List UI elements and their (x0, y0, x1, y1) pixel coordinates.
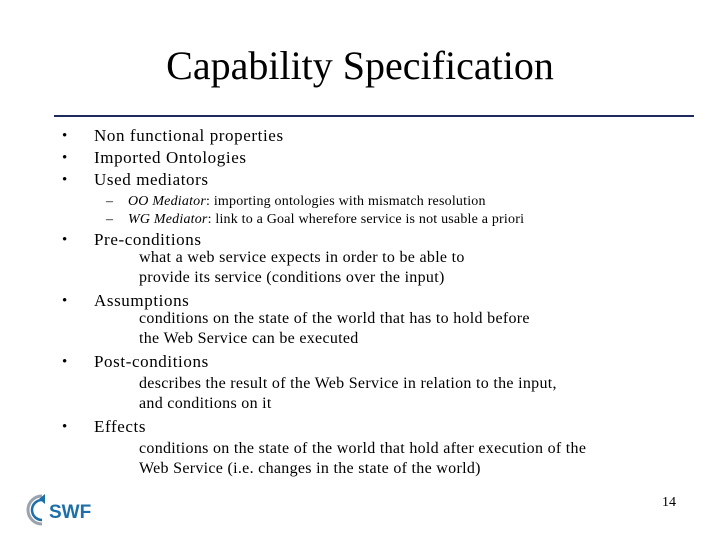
bullet-marker: • (62, 150, 68, 166)
desc-line: provide its service (conditions over the input) (139, 269, 445, 286)
desc-line: Web Service (i.e. changes in the state of the world) (139, 460, 481, 477)
sub-bullet-dash: – (106, 194, 113, 209)
pre-conditions-description (139, 248, 465, 288)
bullet-used-mediators: Used mediators (94, 170, 209, 189)
desc-line: describes the result of the Web Service in relation to the input, (139, 375, 557, 392)
sub-item-wg-mediator (128, 212, 524, 228)
desc-line: and conditions on it (139, 395, 272, 412)
bullet-marker: • (62, 172, 68, 188)
desc-line: what a web service expects in order to be able to (139, 249, 465, 266)
bullet-assumptions: Assumptions (94, 291, 190, 310)
bullet-marker: • (62, 232, 68, 248)
effects-description (139, 439, 586, 479)
bullet-effects: Effects (94, 417, 147, 436)
bullet-marker: • (62, 293, 68, 309)
assumptions-description (139, 309, 530, 349)
post-conditions-description (139, 374, 557, 414)
bullet-non-functional-properties: Non functional properties (94, 126, 284, 145)
title-underline (54, 115, 694, 117)
page-number: 14 (662, 495, 676, 510)
bullet-post-conditions: Post-conditions (94, 352, 209, 371)
desc-line: conditions on the state of the world that hold after execution of the (139, 440, 587, 457)
wg-mediator-text: : link to a Goal wherefore service is not usable a priori (207, 212, 525, 227)
bullet-imported-ontologies: Imported Ontologies (94, 148, 247, 167)
sub-item-oo-mediator (128, 194, 486, 210)
desc-line: the Web Service can be executed (139, 330, 359, 347)
logo-text: SWF (49, 502, 92, 523)
sub-bullet-dash: – (106, 212, 113, 227)
oo-mediator-text: : importing ontologies with mismatch resolution (206, 194, 486, 209)
bullet-pre-conditions: Pre-conditions (94, 230, 202, 249)
swf-logo (22, 490, 102, 530)
desc-line: conditions on the state of the world that has to hold before (139, 310, 530, 327)
wg-mediator-term: WG Mediator (128, 212, 208, 227)
bullet-marker: • (62, 128, 68, 144)
oo-mediator-term: OO Mediator (128, 194, 207, 209)
bullet-marker: • (62, 419, 68, 435)
slide-title: Capability Specification (166, 43, 554, 88)
bullet-marker: • (62, 354, 68, 370)
